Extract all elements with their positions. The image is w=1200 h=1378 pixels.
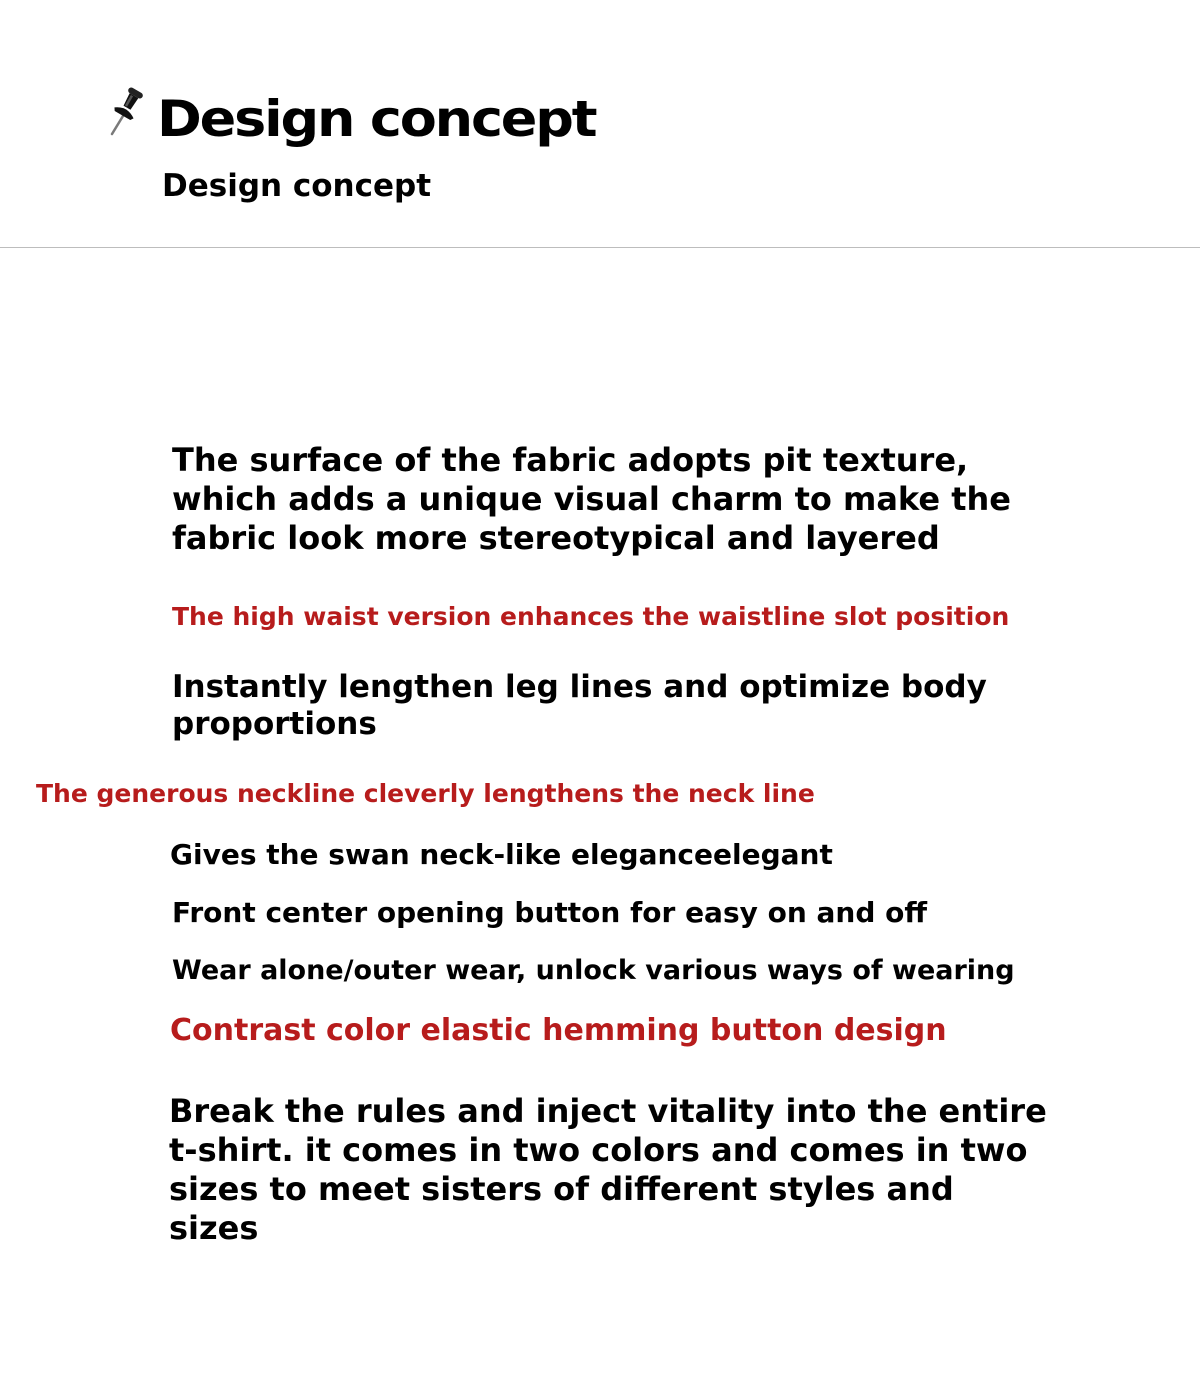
break-rules-text: Break the rules and inject vitality into the entire t-shirt. it comes in two colors and comes in two sizes to meet sisters of different styles and sizes [169,1092,1047,1247]
neckline-highlight: The generous neckline cleverly lengthens the neck line [36,779,815,808]
wear-ways-text: Wear alone/outer wear, unlock various ways of wearing [172,955,1015,986]
page-title: Design concept [157,90,596,148]
fabric-texture-text: The surface of the fabric adopts pit texture, which adds a unique visual charm to make the fabric look more stereotypical and layered [172,441,1011,557]
page-subtitle: Design concept [162,168,432,204]
high-waist-highlight: The high waist version enhances the waistline slot position [172,602,1010,631]
contrast-color-highlight: Contrast color elastic hemming button design [170,1013,947,1048]
front-button-text: Front center opening button for easy on and off [172,896,928,929]
header-divider [0,247,1200,248]
leg-lines-text: Instantly lengthen leg lines and optimize body proportions [172,669,987,742]
swan-neck-text: Gives the swan neck-like eleganceelegant [170,838,833,871]
pushpin-icon [104,86,148,138]
